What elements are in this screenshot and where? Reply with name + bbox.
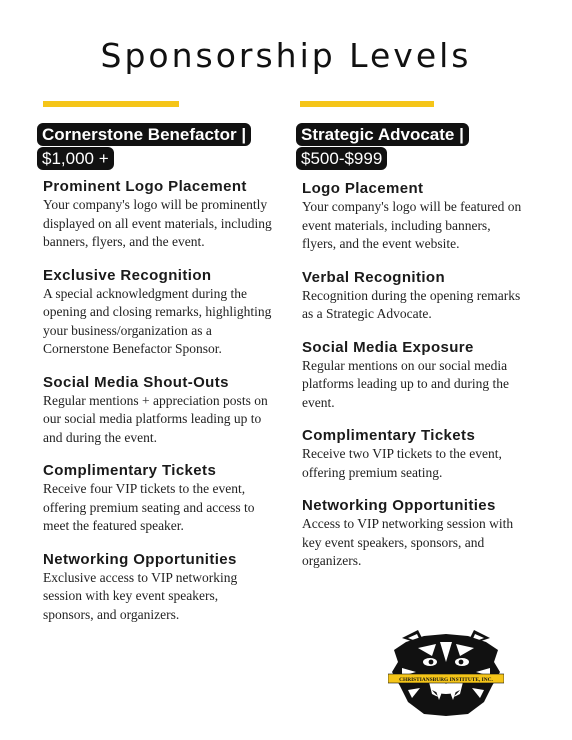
benefit-heading: Complimentary Tickets	[302, 427, 476, 444]
benefit-text: Recognition during the opening remarks as a Strategic Advocate.	[302, 287, 521, 321]
benefit-item	[296, 268, 526, 324]
tier-badge	[37, 123, 272, 171]
accent-bar	[43, 101, 179, 107]
tier-cornerstone-benefactor	[37, 101, 272, 624]
benefit-item	[37, 266, 272, 359]
benefit-text: Regular mentions + appreciation posts on our social media platforms leading up to and during the event.	[43, 392, 268, 445]
benefit-item	[37, 373, 272, 448]
benefit-text: Your company's logo will be prominently displayed on all event materials, including banners, flyers, and the event.	[43, 197, 272, 249]
tier-badge	[296, 123, 526, 171]
benefit-text: Receive four VIP tickets to the event, offering premium seating and access to meet the featured speaker.	[43, 481, 255, 533]
benefit-item	[296, 426, 526, 482]
benefit-text: Exclusive access to VIP networking session with key event speakers, sponsors, and organizers.	[43, 569, 238, 622]
benefit-list	[37, 177, 272, 624]
benefit-text: Regular mentions on our social media platforms leading up to and during the event.	[302, 357, 509, 410]
benefit-item	[37, 461, 272, 536]
accent-bar	[300, 101, 434, 107]
tier-price: $1,000 +	[37, 147, 114, 170]
benefit-text: A special acknowledgment during the opening and closing remarks, highlighting your business/organization as a Cornerstone Benefactor Sponsor.	[43, 285, 272, 356]
benefit-item	[296, 179, 526, 254]
benefit-heading: Complimentary Tickets	[43, 462, 217, 479]
page-title: Sponsorship Levels	[100, 36, 472, 75]
benefit-heading: Networking Opportunities	[302, 497, 496, 514]
benefit-heading: Social Media Exposure	[302, 338, 474, 356]
benefit-item	[37, 550, 272, 625]
benefit-heading: Logo Placement	[302, 180, 424, 197]
benefit-heading: Exclusive Recognition	[43, 266, 212, 284]
logo-banner-text: CHRISTIANSBURG INSTITUTE, INC.	[399, 677, 493, 683]
tier-strategic-advocate	[296, 101, 526, 571]
benefit-heading: Networking Opportunities	[43, 550, 237, 568]
tier-name: Strategic Advocate |	[296, 123, 469, 146]
tiger-head-icon	[388, 628, 504, 716]
benefit-heading: Social Media Shout-Outs	[43, 373, 229, 391]
benefit-heading: Prominent Logo Placement	[43, 178, 247, 195]
benefit-item	[296, 496, 526, 571]
benefit-item	[37, 177, 272, 252]
benefit-text: Access to VIP networking session with key event speakers, sponsors, and organizers.	[302, 516, 514, 568]
tier-name: Cornerstone Benefactor |	[37, 123, 251, 146]
benefit-text: Your company's logo will be featured on event materials, including banners, flyers, and the event website.	[302, 199, 522, 251]
tier-price: $500-$999	[296, 147, 387, 170]
benefit-item	[296, 338, 526, 413]
benefit-list	[296, 179, 526, 571]
benefit-text: Receive two VIP tickets to the event, offering premium seating.	[302, 446, 502, 480]
benefit-heading: Verbal Recognition	[302, 268, 446, 286]
